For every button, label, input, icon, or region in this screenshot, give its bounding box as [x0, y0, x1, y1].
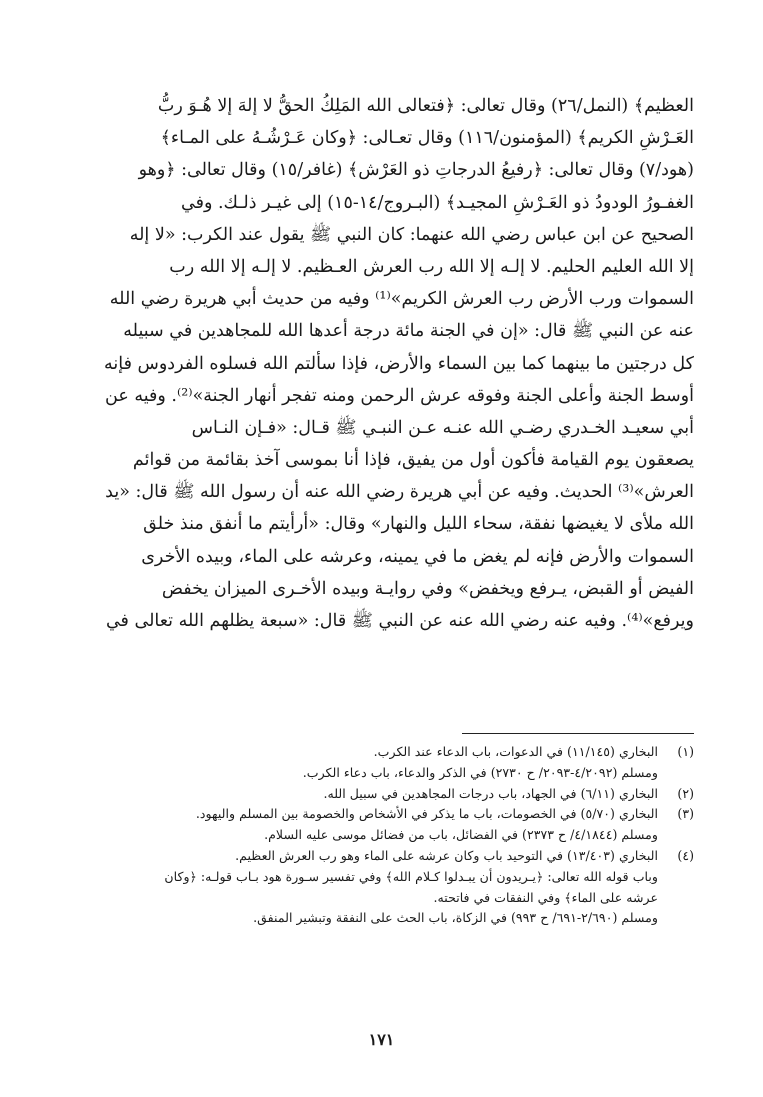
- footnote-line: [82, 888, 694, 909]
- main-text-line: يصعقون يوم القيامة فأكون أول من يفيق، فإذا أنا بموسى آخذ بقائمة من قوائم: [132, 450, 694, 471]
- main-text-line: الفيض أو القبض، يـرفع ويخفض» وفي روايـة وبيده الأخـرى الميزان يخفض: [161, 578, 694, 599]
- main-text-line: الغفـورُ الودودُ ذو العَـرْشِ المجيـد﴾ (البـروج/١٤-١٥) إلى غيـر ذلـك. وفي: [181, 192, 694, 213]
- footnote-text: ومسلم (٤/١٨٤٤/ ح ٢٣٧٣) في الفضائل، باب من فضائل موسى عليه السلام.: [264, 827, 658, 843]
- main-text-line: السموات والأرض فإنه لم يغض ما في يمينه، وعرشه على الماء، وبيده الأخرى: [141, 546, 694, 567]
- main-text-line: الله ملأى لا يغيضها نفقة، سحاء الليل والنهار» وقال: «أرأيتم ما أنفق منذ خلق: [143, 514, 694, 535]
- main-text-line: العرش»⁽³⁾ الحديث. وفيه عن أبي هريرة رضي الله عنه أن رسول الله ﷺ قال: «يد: [105, 482, 694, 503]
- main-text-line: أبي سعيـد الخـدري رضـي الله عنـه عـن النبـي ﷺ قـال: «فـإن النـاس: [191, 417, 694, 438]
- footnote-number: (٢): [677, 785, 694, 801]
- footnote-text: ومسلم (٤/٢٠٩٢-٢٠٩٣/ ح ٢٧٣٠) في الذكر والدعاء، باب دعاء الكرب.: [302, 764, 658, 780]
- footnote-text: عرشه على الماء﴾ وفي النفقات في فاتحته.: [433, 889, 658, 905]
- main-text-line: السموات ورب الأرض رب العرش الكريم»⁽¹⁾ وفيه من حديث أبي هريرة رضي الله: [109, 289, 694, 310]
- main-text-body: [82, 90, 694, 637]
- footnote-text: ومسلم (٢/٦٩٠-٦٩١/ ح ٩٩٣) في الزكاة، باب الحث على النفقة وتبشير المنفق.: [253, 910, 658, 926]
- page-number: ١٧١: [368, 1030, 395, 1049]
- footnote-line: [82, 825, 694, 846]
- footnote-line: [82, 763, 694, 784]
- footnote-text: البخاري (٥/٧٠) في الخصومات، باب ما يذكر في الأشخاص والخصومة بين المسلم واليهود.: [195, 806, 658, 822]
- footnote-text: البخاري (١٣/٤٠٣) في التوحيد باب وكان عرشه على الماء وهو رب العرش العظيم.: [235, 847, 658, 863]
- footnote-line: [82, 742, 694, 763]
- main-text-line: العَـرْشِ الكريم﴾ (المؤمنون/١١٦) وقال تعـالى: ﴿وكان عَـرْشُـهُ على المـاء﴾: [160, 128, 694, 149]
- main-text-line: (هود/٧) وقال تعالى: ﴿رفيعُ الدرجاتِ ذو العَرْش﴾ (غافر/١٥) وقال تعالى: ﴿وهو: [138, 160, 694, 181]
- main-text-line: كل درجتين ما بينهما كما بين السماء والأرض، فإذا سألتم الله فسلوه الفردوس فإنه: [103, 353, 694, 374]
- footnote-line: [82, 846, 694, 867]
- main-text-line: أوسط الجنة وأعلى الجنة وفوقه عرش الرحمن ومنه تفجر أنهار الجنة»⁽²⁾. وفيه عن: [105, 385, 694, 406]
- footnote-line: [82, 908, 694, 929]
- main-text-line: الصحيح عن ابن عباس رضي الله عنهما: كان النبي ﷺ يقول عند الكرب: «لا إله: [129, 224, 694, 245]
- footnote-text: البخاري (٦/١١) في الجهاد، باب درجات المجاهدين في سبيل الله.: [323, 785, 658, 801]
- footnote-line: [82, 784, 694, 805]
- main-text-line: العظيم﴾ (النمل/٢٦) وقال تعالى: ﴿فتعالى الله المَلِكُ الحقُّ لا إلهَ إلا هُـوَ ربُّ: [157, 96, 694, 116]
- footnote-number: (٤): [677, 847, 694, 863]
- footnote-text: البخاري (١١/١٤٥) في الدعوات، باب الدعاء عند الكرب.: [373, 744, 658, 759]
- footnote-number: (١): [677, 744, 694, 759]
- footnote-line: [82, 867, 694, 888]
- footnotes-section: [82, 742, 694, 929]
- footnote-line: [82, 804, 694, 825]
- main-text-line: إلا الله العليم الحليم. لا إلـه إلا الله رب العرش العـظيم. لا إلـه إلا الله رب: [169, 256, 694, 277]
- footnote-separator: [462, 733, 694, 734]
- main-text-line: ويرفع»⁽⁴⁾. وفيه عنه رضي الله عنه عن النبي ﷺ قال: «سبعة يظلهم الله تعالى في: [105, 611, 694, 631]
- footnote-text: وباب قوله الله تعالى: ﴿يـريدون أن يبـدلوا كـلام الله﴾ وفي تفسير سـورة هود بـاب قولـه: ﴿وكان: [164, 868, 658, 884]
- main-text-line: عنه عن النبي ﷺ قال: «إن في الجنة مائة درجة أعدها الله للمجاهدين في سبيله: [123, 321, 694, 342]
- footnote-number: (٣): [677, 806, 694, 822]
